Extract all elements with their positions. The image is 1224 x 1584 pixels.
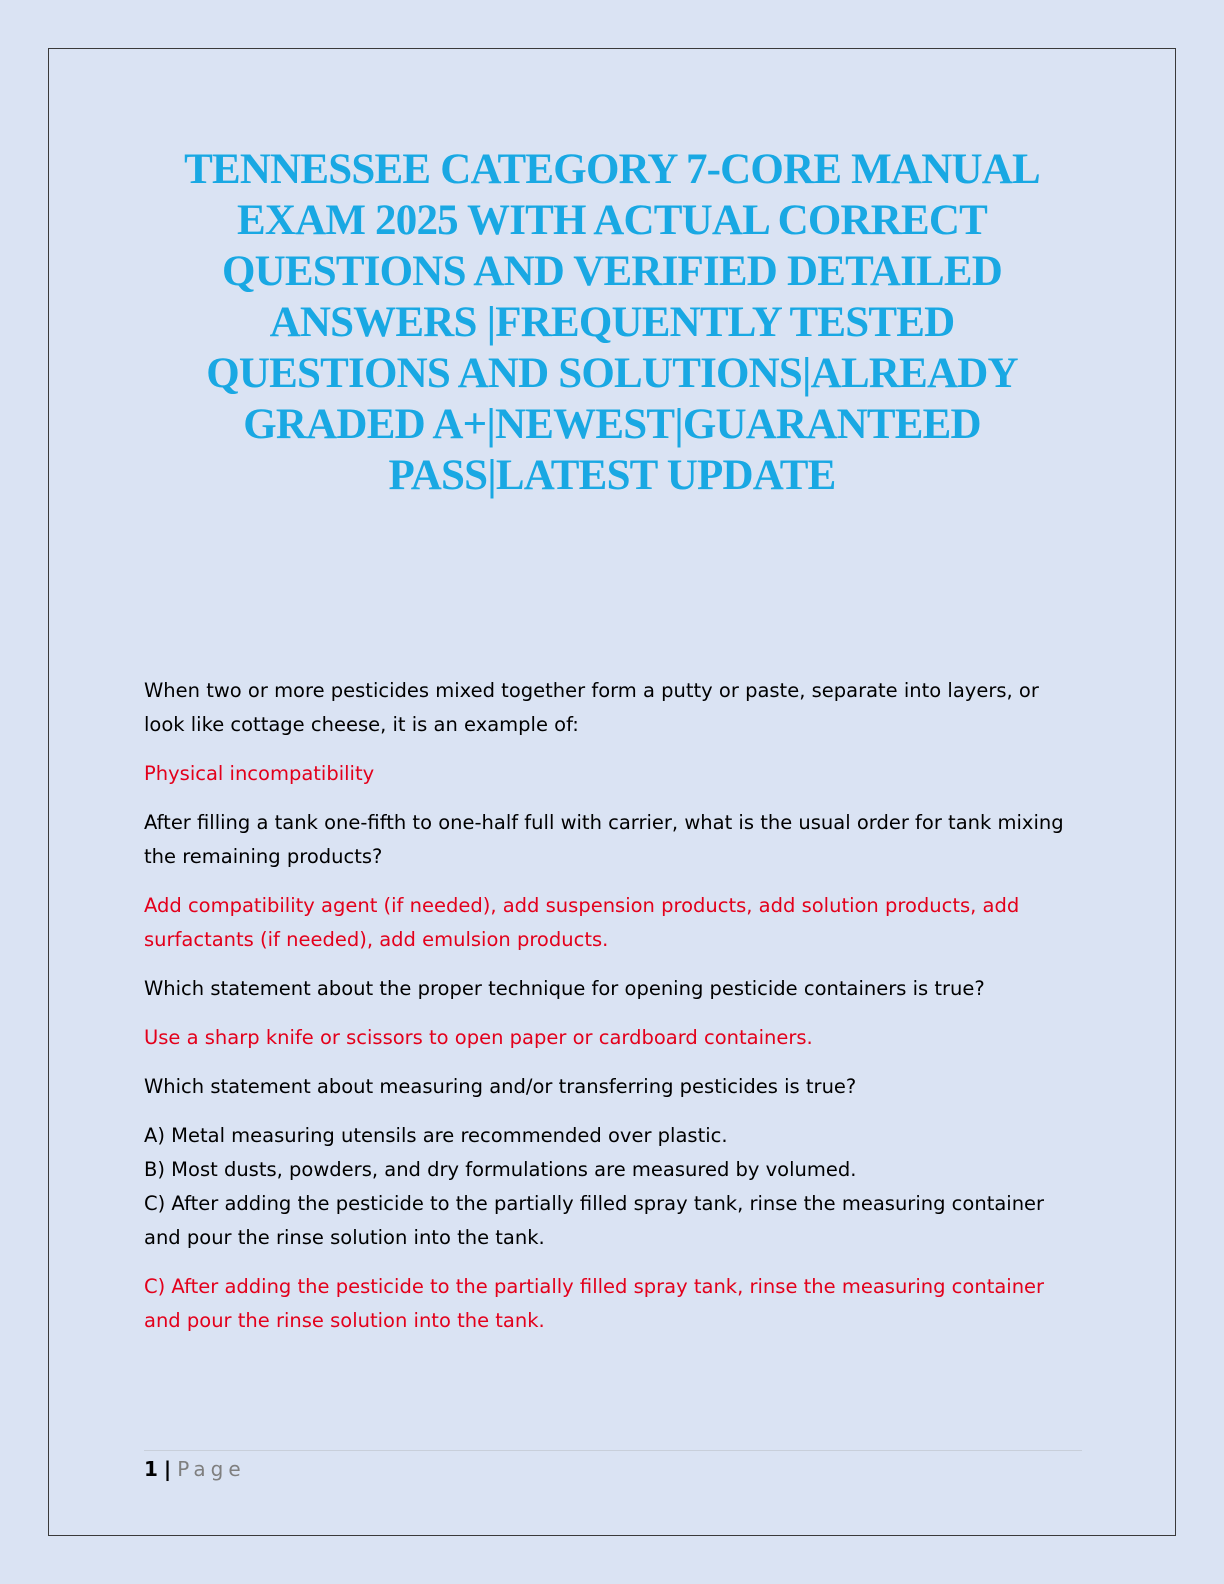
question-text: When two or more pesticides mixed together form a putty or paste, separate into layers, or look like cottage cheese, it is an example of:	[144, 679, 1039, 736]
question-text: Which statement about measuring and/or transferring pesticides is true?	[144, 1075, 857, 1098]
page-label: Page	[177, 1457, 246, 1481]
answer-text: Add compatibility agent (if needed), add suspension products, add solution products, add surfactants (if needed), add emulsion products.	[144, 894, 1020, 951]
footer-separator: |	[163, 1457, 172, 1481]
answer-option: C) After adding the pesticide to the partially filled spray tank, rinse the measuring container and pour the rinse solution into the tank.	[144, 1192, 1045, 1249]
question-text: After filling a tank one-fifth to one-half full with carrier, what is the usual order for tank mixing the remaining products?	[144, 811, 1064, 868]
title-line: PASS|LATEST UPDATE	[388, 452, 836, 499]
title-line: EXAM 2025 WITH ACTUAL CORRECT	[236, 197, 988, 244]
answer-text: Use a sharp knife or scissors to open paper or cardboard containers.	[144, 1026, 813, 1049]
title-line: GRADED A+|NEWEST|GUARANTEED	[243, 401, 981, 448]
answer-text: Physical incompatibility	[144, 762, 375, 785]
page-footer	[144, 1455, 246, 1483]
answer-text: C) After adding the pesticide to the partially filled spray tank, rinse the measuring container and pour the rinse solution into the tank.	[144, 1275, 1045, 1332]
answer-options	[144, 1119, 1084, 1255]
footer-divider	[144, 1450, 1082, 1451]
answer-option: A) Metal measuring utensils are recommended over plastic.	[144, 1124, 728, 1147]
question-text: Which statement about the proper technique for opening pesticide containers is true?	[144, 977, 985, 1000]
answer-option: B) Most dusts, powders, and dry formulations are measured by volumed.	[144, 1158, 857, 1181]
document-title	[150, 144, 1074, 501]
title-line: QUESTIONS AND SOLUTIONS|ALREADY	[206, 350, 1018, 397]
title-line: ANSWERS |FREQUENTLY TESTED	[269, 299, 955, 346]
qa-content	[144, 674, 1084, 1353]
page-number: 1	[144, 1457, 158, 1481]
title-line: QUESTIONS AND VERIFIED DETAILED	[221, 248, 1003, 295]
title-line: TENNESSEE CATEGORY 7-CORE MANUAL	[184, 146, 1040, 193]
